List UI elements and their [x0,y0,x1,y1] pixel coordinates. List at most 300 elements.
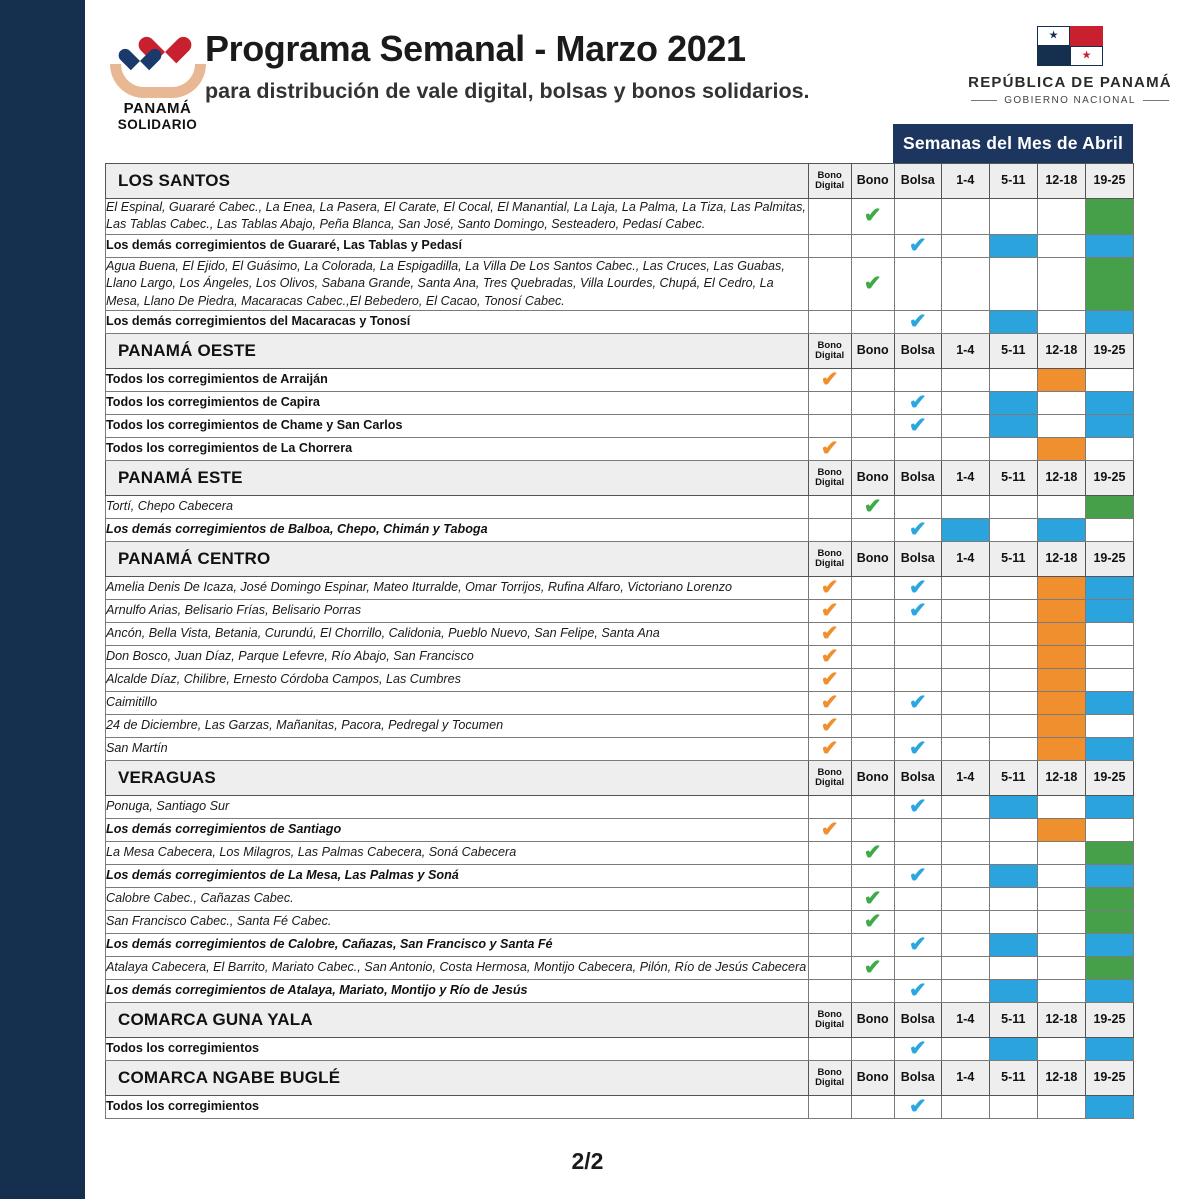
cell-bono-digital [808,691,851,714]
check-blue-icon: ✔ [908,1036,927,1060]
row-corregimientos: Los demás corregimientos de Balboa, Chepo, Chimán y Taboga [106,518,809,541]
cell-week-19-25 [1085,933,1133,956]
table-row [106,691,1134,714]
col-header-w1: 1-4 [941,1002,989,1037]
cell-week-19-25 [1085,234,1133,257]
table-row [106,257,1134,310]
table-row [106,599,1134,622]
cell-bono-digital [808,622,851,645]
cell-week-19-25 [1085,1095,1133,1118]
cell-bono [851,956,894,979]
cell-bono-digital [808,368,851,391]
cell-bono [851,495,894,518]
cell-bono-digital [808,437,851,460]
check-orange-icon: ✔ [820,621,839,645]
table-row [106,818,1134,841]
cell-week-1-4 [941,737,989,760]
row-corregimientos: Los demás corregimientos del Macaracas y Tonosí [106,310,809,333]
col-header-bono: Bono [851,164,894,199]
section-header-row [106,1060,1134,1095]
cell-week-5-11 [989,199,1037,235]
cell-bono-digital [808,887,851,910]
col-header-bono: Bono [851,1060,894,1095]
cell-week-19-25 [1085,910,1133,933]
cell-week-19-25 [1085,795,1133,818]
cell-week-19-25 [1085,518,1133,541]
cell-week-19-25 [1085,841,1133,864]
col-header-w4: 19-25 [1085,164,1133,199]
cell-week-1-4 [941,414,989,437]
cell-bono [851,668,894,691]
page-title: Programa Semanal - Marzo 2021 [205,28,746,69]
cell-bolsa [894,1095,941,1118]
cell-week-5-11 [989,668,1037,691]
check-blue-icon: ✔ [908,1094,927,1118]
logo-line2: SOLIDARIO [117,117,198,132]
cell-bono-digital [808,1095,851,1118]
cell-week-12-18 [1037,368,1085,391]
col-header-bolsa: Bolsa [894,1060,941,1095]
cell-week-19-25 [1085,310,1133,333]
col-header-bono-digital: Bono Digital [808,1060,851,1095]
row-corregimientos: Los demás corregimientos de Guararé, Las Tablas y Pedasí [106,234,809,257]
cell-week-1-4 [941,933,989,956]
table-row [106,518,1134,541]
panama-solidario-logo [105,22,210,132]
cell-week-12-18 [1037,599,1085,622]
cell-week-1-4 [941,234,989,257]
col-header-w1: 1-4 [941,333,989,368]
cell-week-1-4 [941,668,989,691]
page-subtitle: para distribución de vale digital, bolsas y bonos solidarios. [205,79,810,103]
col-header-bono-digital: Bono Digital [808,460,851,495]
cell-bolsa [894,495,941,518]
col-header-w4: 19-25 [1085,760,1133,795]
cell-bolsa [894,956,941,979]
cell-week-1-4 [941,310,989,333]
row-corregimientos: Todos los corregimientos de La Chorrera [106,437,809,460]
table-row [106,841,1134,864]
cell-week-5-11 [989,645,1037,668]
check-blue-icon: ✔ [908,309,927,333]
table-row [106,864,1134,887]
table-row [106,622,1134,645]
cell-bolsa [894,257,941,310]
cell-week-5-11 [989,933,1037,956]
cell-bono [851,310,894,333]
col-header-w4: 19-25 [1085,1002,1133,1037]
cell-week-1-4 [941,818,989,841]
cell-week-19-25 [1085,714,1133,737]
cell-week-12-18 [1037,622,1085,645]
check-blue-icon: ✔ [908,413,927,437]
row-corregimientos: Los demás corregimientos de Santiago [106,818,809,841]
cell-bolsa [894,668,941,691]
row-corregimientos: Amelia Denis De Icaza, José Domingo Espinar, Mateo Iturralde, Omar Torrijos, Rufina Alfaro, Victoriano Lorenzo [106,576,809,599]
cell-bolsa [894,691,941,714]
cell-bolsa [894,737,941,760]
cell-bono-digital [808,310,851,333]
table-row [106,437,1134,460]
cell-bolsa [894,795,941,818]
cell-week-12-18 [1037,979,1085,1002]
col-header-w4: 19-25 [1085,333,1133,368]
check-orange-icon: ✔ [820,736,839,760]
cell-week-12-18 [1037,1037,1085,1060]
cell-week-1-4 [941,979,989,1002]
check-blue-icon: ✔ [908,978,927,1002]
row-corregimientos: La Mesa Cabecera, Los Milagros, Las Palmas Cabecera, Soná Cabecera [106,841,809,864]
cell-bono-digital [808,714,851,737]
row-corregimientos: 24 de Diciembre, Las Garzas, Mañanitas, Pacora, Pedregal y Tocumen [106,714,809,737]
row-corregimientos: Alcalde Díaz, Chilibre, Ernesto Córdoba Campos, Las Cumbres [106,668,809,691]
cell-bono-digital [808,599,851,622]
row-corregimientos: Los demás corregimientos de Calobre, Cañazas, San Francisco y Santa Fé [106,933,809,956]
check-blue-icon: ✔ [908,517,927,541]
cell-week-1-4 [941,795,989,818]
check-blue-icon: ✔ [908,598,927,622]
col-header-bolsa: Bolsa [894,164,941,199]
cell-week-1-4 [941,518,989,541]
col-header-bolsa: Bolsa [894,333,941,368]
col-header-w2: 5-11 [989,541,1037,576]
cell-bolsa [894,234,941,257]
cell-week-12-18 [1037,391,1085,414]
check-blue-icon: ✔ [908,863,927,887]
row-corregimientos: Atalaya Cabecera, El Barrito, Mariato Cabec., San Antonio, Costa Hermosa, Montijo Cabecera, Pilón, Río de Jesús Cabecera [106,956,809,979]
cell-week-5-11 [989,979,1037,1002]
check-green-icon: ✔ [863,271,882,295]
cell-bono-digital [808,257,851,310]
cell-bolsa [894,645,941,668]
cell-bono [851,622,894,645]
section-title: COMARCA GUNA YALA [106,1002,809,1037]
cell-bolsa [894,818,941,841]
cell-week-19-25 [1085,645,1133,668]
row-corregimientos: Arnulfo Arias, Belisario Frías, Belisario Porras [106,599,809,622]
cell-bono [851,841,894,864]
cell-week-5-11 [989,887,1037,910]
cell-week-5-11 [989,691,1037,714]
cell-week-12-18 [1037,199,1085,235]
cell-week-19-25 [1085,414,1133,437]
col-header-bono: Bono [851,333,894,368]
cell-week-1-4 [941,645,989,668]
cell-week-1-4 [941,599,989,622]
cell-week-5-11 [989,622,1037,645]
check-orange-icon: ✔ [820,436,839,460]
cell-week-12-18 [1037,1095,1085,1118]
cell-bono [851,910,894,933]
cell-week-19-25 [1085,495,1133,518]
cell-bono-digital [808,841,851,864]
cell-week-1-4 [941,691,989,714]
cell-week-5-11 [989,518,1037,541]
table-row [106,737,1134,760]
col-header-w3: 12-18 [1037,760,1085,795]
cell-bono-digital [808,391,851,414]
cell-week-12-18 [1037,576,1085,599]
cell-bono [851,257,894,310]
cell-bono [851,795,894,818]
row-corregimientos: Todos los corregimientos [106,1095,809,1118]
table-row [106,714,1134,737]
cell-week-19-25 [1085,257,1133,310]
cell-week-19-25 [1085,668,1133,691]
row-corregimientos: Don Bosco, Juan Díaz, Parque Lefevre, Río Abajo, San Francisco [106,645,809,668]
cell-week-1-4 [941,199,989,235]
cell-bono [851,437,894,460]
col-header-bono: Bono [851,460,894,495]
cell-bono-digital [808,933,851,956]
cell-week-5-11 [989,310,1037,333]
cell-bolsa [894,599,941,622]
table-row [106,199,1134,235]
logo-line1: PANAMÁ [123,100,192,117]
row-corregimientos: Los demás corregimientos de La Mesa, Las Palmas y Soná [106,864,809,887]
col-header-w2: 5-11 [989,760,1037,795]
cell-week-5-11 [989,234,1037,257]
cell-bono-digital [808,910,851,933]
check-green-icon: ✔ [863,886,882,910]
row-corregimientos: Tortí, Chepo Cabecera [106,495,809,518]
cell-week-1-4 [941,257,989,310]
cell-bono-digital [808,864,851,887]
col-header-bolsa: Bolsa [894,760,941,795]
col-header-bono-digital: Bono Digital [808,760,851,795]
table-row [106,910,1134,933]
cell-week-5-11 [989,1037,1037,1060]
cell-week-1-4 [941,368,989,391]
cell-week-19-25 [1085,979,1133,1002]
cell-bono [851,714,894,737]
cell-week-12-18 [1037,645,1085,668]
col-header-w3: 12-18 [1037,164,1085,199]
cell-week-19-25 [1085,887,1133,910]
cell-week-19-25 [1085,956,1133,979]
cell-bolsa [894,391,941,414]
col-header-bono-digital: Bono Digital [808,541,851,576]
cell-bono [851,864,894,887]
cell-week-5-11 [989,1095,1037,1118]
cell-week-12-18 [1037,414,1085,437]
col-header-w2: 5-11 [989,1002,1037,1037]
table-row [106,668,1134,691]
gov-line2: GOBIERNO NACIONAL [945,95,1195,106]
cell-week-5-11 [989,737,1037,760]
col-header-w2: 5-11 [989,333,1037,368]
check-orange-icon: ✔ [820,367,839,391]
cell-week-1-4 [941,622,989,645]
cell-week-5-11 [989,841,1037,864]
cell-bolsa [894,933,941,956]
check-green-icon: ✔ [863,955,882,979]
check-orange-icon: ✔ [820,817,839,841]
cell-bono [851,414,894,437]
table-body [106,164,1134,1119]
row-corregimientos: San Martín [106,737,809,760]
row-corregimientos: Calobre Cabec., Cañazas Cabec. [106,887,809,910]
cell-week-5-11 [989,599,1037,622]
cell-week-5-11 [989,257,1037,310]
col-header-w3: 12-18 [1037,1002,1085,1037]
cell-bolsa [894,841,941,864]
cell-bono-digital [808,795,851,818]
cell-bono [851,818,894,841]
check-blue-icon: ✔ [908,575,927,599]
cell-week-1-4 [941,437,989,460]
cell-bono-digital [808,737,851,760]
cell-bono [851,1095,894,1118]
table-row [106,645,1134,668]
cell-week-5-11 [989,818,1037,841]
cell-bono [851,518,894,541]
cell-week-12-18 [1037,714,1085,737]
cell-week-12-18 [1037,234,1085,257]
cell-bono-digital [808,979,851,1002]
check-orange-icon: ✔ [820,644,839,668]
section-header-row [106,333,1134,368]
program-table [105,163,1134,1119]
cell-week-12-18 [1037,495,1085,518]
col-header-w1: 1-4 [941,460,989,495]
cell-week-19-25 [1085,437,1133,460]
cell-week-12-18 [1037,910,1085,933]
cell-bolsa [894,576,941,599]
cell-bono [851,199,894,235]
cell-bono [851,599,894,622]
cell-week-19-25 [1085,576,1133,599]
cell-week-19-25 [1085,599,1133,622]
col-header-w3: 12-18 [1037,541,1085,576]
cell-week-1-4 [941,391,989,414]
row-corregimientos: Todos los corregimientos de Capira [106,391,809,414]
table-row [106,576,1134,599]
cell-bono [851,391,894,414]
table-row [106,1095,1134,1118]
col-header-w1: 1-4 [941,541,989,576]
cell-week-5-11 [989,795,1037,818]
cell-week-12-18 [1037,257,1085,310]
cell-bono-digital [808,576,851,599]
cell-bolsa [894,910,941,933]
col-header-w1: 1-4 [941,164,989,199]
row-corregimientos: San Francisco Cabec., Santa Fé Cabec. [106,910,809,933]
cell-bono [851,576,894,599]
table-row [106,391,1134,414]
table-row [106,887,1134,910]
cell-week-5-11 [989,495,1037,518]
cell-week-12-18 [1037,887,1085,910]
cell-bolsa [894,622,941,645]
table-row [106,933,1134,956]
cell-week-1-4 [941,956,989,979]
check-blue-icon: ✔ [908,794,927,818]
section-title: LOS SANTOS [106,164,809,199]
cell-week-1-4 [941,714,989,737]
col-header-bono-digital: Bono Digital [808,1002,851,1037]
table-row [106,1037,1134,1060]
cell-bono-digital [808,818,851,841]
col-header-bolsa: Bolsa [894,541,941,576]
cell-bono [851,234,894,257]
check-orange-icon: ✔ [820,690,839,714]
cell-bolsa [894,1037,941,1060]
cell-week-19-25 [1085,368,1133,391]
check-orange-icon: ✔ [820,598,839,622]
left-navy-bar [0,0,85,1199]
cell-week-19-25 [1085,818,1133,841]
cell-week-12-18 [1037,737,1085,760]
cell-week-12-18 [1037,956,1085,979]
col-header-bono-digital: Bono Digital [808,164,851,199]
col-header-w4: 19-25 [1085,460,1133,495]
check-blue-icon: ✔ [908,736,927,760]
cell-week-19-25 [1085,737,1133,760]
table-row [106,414,1134,437]
cell-week-1-4 [941,887,989,910]
section-header-row [106,164,1134,199]
cell-week-19-25 [1085,1037,1133,1060]
section-title: PANAMÁ OESTE [106,333,809,368]
section-header-row [106,460,1134,495]
col-header-w2: 5-11 [989,1060,1037,1095]
cell-week-1-4 [941,1095,989,1118]
cell-bolsa [894,518,941,541]
cell-bono [851,691,894,714]
cell-week-12-18 [1037,818,1085,841]
col-header-bono-digital: Bono Digital [808,333,851,368]
check-blue-icon: ✔ [908,932,927,956]
cell-week-12-18 [1037,310,1085,333]
cell-bolsa [894,310,941,333]
cell-week-5-11 [989,391,1037,414]
section-header-row [106,541,1134,576]
col-header-bono: Bono [851,1002,894,1037]
section-title: PANAMÁ CENTRO [106,541,809,576]
hand-icon [110,64,206,98]
section-header-row [106,760,1134,795]
cell-week-12-18 [1037,795,1085,818]
cell-bono [851,979,894,1002]
col-header-bono: Bono [851,760,894,795]
col-header-w4: 19-25 [1085,541,1133,576]
cell-bolsa [894,714,941,737]
cell-week-12-18 [1037,864,1085,887]
government-logo [945,26,1195,106]
cell-bolsa [894,199,941,235]
check-green-icon: ✔ [863,494,882,518]
cell-bono-digital [808,414,851,437]
section-title: COMARCA NGABE BUGLÉ [106,1060,809,1095]
cell-bono-digital [808,668,851,691]
check-green-icon: ✔ [863,909,882,933]
table-row [106,795,1134,818]
cell-week-5-11 [989,714,1037,737]
cell-week-5-11 [989,437,1037,460]
row-corregimientos: Todos los corregimientos de Chame y San Carlos [106,414,809,437]
col-header-w2: 5-11 [989,460,1037,495]
cell-bono [851,645,894,668]
cell-week-12-18 [1037,691,1085,714]
cell-week-1-4 [941,576,989,599]
cell-week-12-18 [1037,518,1085,541]
col-header-w2: 5-11 [989,164,1037,199]
panama-flag-icon: ★ ★ [1037,26,1103,66]
check-orange-icon: ✔ [820,713,839,737]
cell-week-19-25 [1085,691,1133,714]
cell-week-19-25 [1085,864,1133,887]
